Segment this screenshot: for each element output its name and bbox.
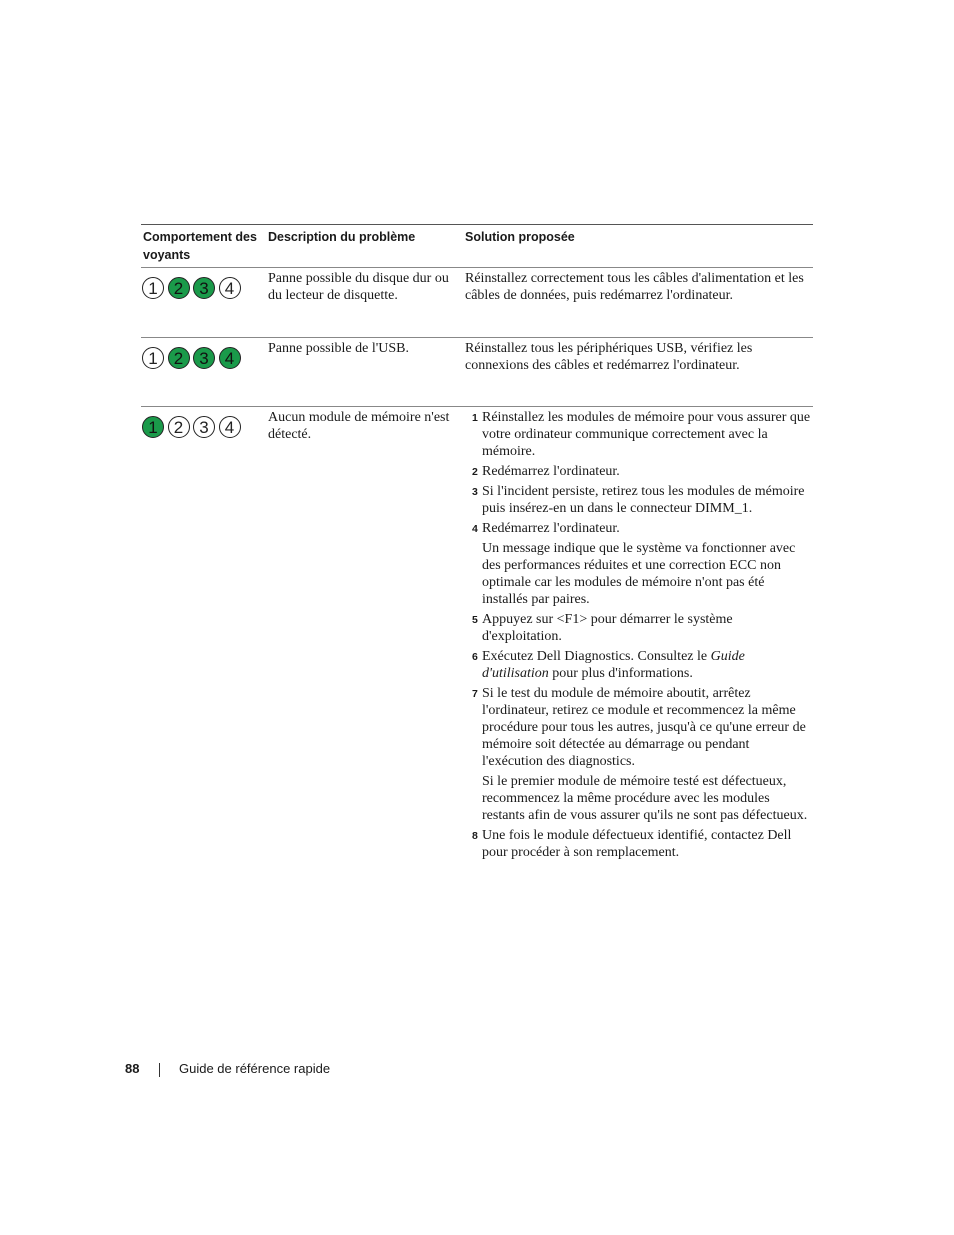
led-indicator-icon: 4 xyxy=(219,416,241,438)
led-indicator-icon: 3 xyxy=(193,277,215,299)
led-indicator-icon: 1 xyxy=(142,277,164,299)
step-text: Si l'incident persiste, retirez tous les modules de mémoire puis insérez-en un dans le connecteur DIMM_1. xyxy=(482,484,805,516)
header-behavior: Comportement des voyants xyxy=(143,230,257,262)
solution-step xyxy=(472,685,812,770)
step-text: Appuyez sur <F1> pour démarrer le système d'exploitation. xyxy=(482,612,733,644)
step-number: 5 xyxy=(472,614,478,626)
led-indicator-icon: 2 xyxy=(168,277,190,299)
table-row xyxy=(141,407,813,877)
step-number: 7 xyxy=(472,688,478,700)
user-guide-title: Guide d'utilisation xyxy=(482,649,745,681)
step-number: 2 xyxy=(472,466,478,478)
solution-step xyxy=(472,463,812,480)
step-number: 3 xyxy=(472,486,478,498)
table-row xyxy=(141,338,813,407)
proposed-solution: Réinstallez correctement tous les câbles d'alimentation et les câbles de données, puis redémarrez l'ordinateur. xyxy=(465,271,804,303)
step-text-after: pour plus d'informations. xyxy=(548,666,693,681)
footer-title: Guide de référence rapide xyxy=(179,1061,331,1076)
footer-divider xyxy=(159,1063,160,1077)
table-row xyxy=(141,268,813,338)
led-indicator-icon: 2 xyxy=(168,416,190,438)
step-number: 4 xyxy=(472,523,478,535)
step-text: Redémarrez l'ordinateur. xyxy=(482,464,620,479)
solution-steps xyxy=(472,409,812,864)
solution-step xyxy=(472,409,812,460)
header-description: Description du problème xyxy=(268,230,416,244)
led-pattern xyxy=(142,277,244,299)
solution-step xyxy=(472,483,812,517)
solution-step xyxy=(472,827,812,861)
step-note: Si le premier module de mémoire testé est défectueux, recommencez la même procédure avec les modules restants afin de vous assurer qu'ils ne sont pas défectueux. xyxy=(482,774,808,823)
led-indicator-icon: 1 xyxy=(142,347,164,369)
led-pattern xyxy=(142,347,244,369)
led-indicator-icon: 3 xyxy=(193,416,215,438)
problem-description: Panne possible de l'USB. xyxy=(268,341,409,356)
problem-description: Panne possible du disque dur ou du lecteur de disquette. xyxy=(268,271,449,303)
problem-description: Aucun module de mémoire n'est détecté. xyxy=(268,410,450,442)
table-header xyxy=(141,225,813,268)
led-indicator-icon: 4 xyxy=(219,277,241,299)
solution-step xyxy=(472,611,812,645)
step-text: Réinstallez les modules de mémoire pour vous assurer que votre ordinateur communique correctement avec la mémoire. xyxy=(482,410,811,459)
proposed-solution: Réinstallez tous les périphériques USB, vérifiez les connexions des câbles et redémarrez l'ordinateur. xyxy=(465,341,753,373)
step-number: 6 xyxy=(472,651,478,663)
step-text: Redémarrez l'ordinateur. xyxy=(482,521,620,536)
step-text-before: Exécutez Dell Diagnostics. Consultez le xyxy=(482,649,711,664)
step-text: Si le test du module de mémoire aboutit, arrêtez l'ordinateur, retirez ce module et recommencez la même procédure pour tous les autres, jusqu'à ce qu'une erreur de mémoire soit détectée au démarrage ou pendant l'exécution des diagnostics. xyxy=(482,686,806,769)
solution-step xyxy=(472,648,812,682)
step-note: Un message indique que le système va fonctionner avec des performances réduites et une correction ECC non optimale car les modules de mémoire n'ont pas été installés par paires. xyxy=(482,541,796,607)
header-solution: Solution proposée xyxy=(465,230,575,244)
step-text: Une fois le module défectueux identifié, contactez Dell pour procéder à son remplacement. xyxy=(482,828,792,860)
led-indicator-icon: 1 xyxy=(142,416,164,438)
solution-step xyxy=(472,520,812,537)
led-pattern xyxy=(142,416,244,438)
led-indicator-icon: 4 xyxy=(219,347,241,369)
diagnostic-table xyxy=(141,224,813,877)
led-indicator-icon: 3 xyxy=(193,347,215,369)
led-indicator-icon: 2 xyxy=(168,347,190,369)
page-number: 88 xyxy=(125,1061,140,1076)
step-number: 1 xyxy=(472,412,478,424)
step-number: 8 xyxy=(472,830,478,842)
